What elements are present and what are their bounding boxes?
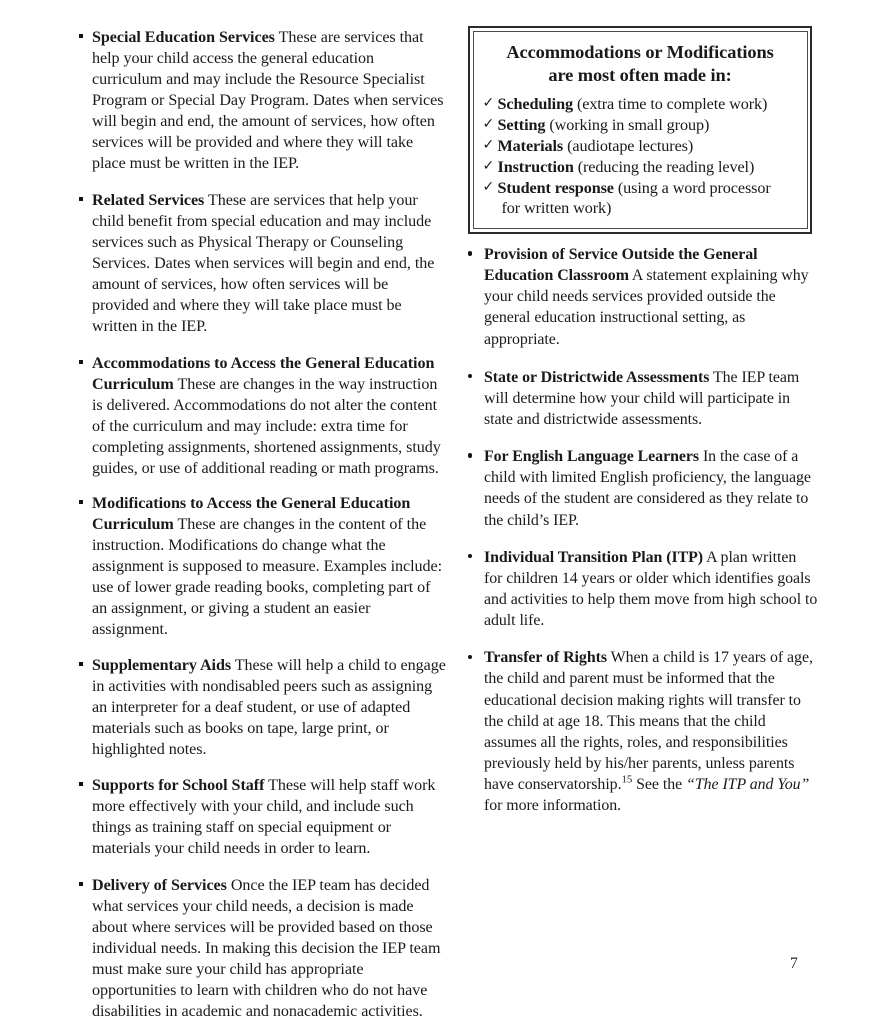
check-item-term: Materials xyxy=(497,136,564,155)
check-icon: ✓ xyxy=(482,136,495,153)
list-item-body: A plan written for children 14 years or older which identifies goals and activities to help them move from high school to adult life. xyxy=(484,548,818,630)
check-item-term: Scheduling xyxy=(497,95,573,114)
bullet-marker-icon xyxy=(79,197,83,201)
list-item xyxy=(78,190,446,337)
list-item-body: When a child is 17 years of age, the child and parent must be informed that the educational decision making rights will transfer to the child at age 18. This means that the child assumes all the rights, roles, and responsibilities previously held by his/her parents, unless parents have conservatorship. xyxy=(484,649,813,794)
list-item-body-middle: See the xyxy=(632,776,687,794)
list-item-body: In the case of a child with limited English proficiency, the language needs of the student are considered as they relate to the child’s IEP. xyxy=(484,448,811,529)
list-item-body-after: for more information. xyxy=(484,797,622,815)
list-item-term: Modifications to Access the General Education Curriculum xyxy=(92,495,411,533)
check-icon: ✓ xyxy=(482,116,495,133)
list-item-body: A statement explaining why your child needs services provided outside the general education instructional setting, as appropriate. xyxy=(484,267,809,348)
list-item-body: These are services that help your child benefit from special education and may include services such as Physical Therapy or Counseling Services. Dates when services will begin and end, the amount of services, how often services will be provided and where they will take place must be written in the IEP. xyxy=(92,192,435,335)
bullet-marker-icon xyxy=(468,453,472,457)
check-item-term: Student response xyxy=(497,178,614,197)
check-list-item xyxy=(483,115,798,136)
list-item-body: These are services that help your child access the general education curriculum and may include the Resource Specialist Program or Special Day Program. Dates when services will begin and end, the amount of services, how often services will be provided and where they will take place must be written in the IEP. xyxy=(92,29,444,172)
list-item xyxy=(78,655,446,760)
list-item-term: State or Districtwide Assessments xyxy=(484,368,710,386)
callout-title xyxy=(483,41,798,88)
page-number: 7 xyxy=(790,955,798,972)
bullet-marker-icon xyxy=(79,882,83,886)
callout-title-line-2: are most often made in: xyxy=(548,64,732,85)
list-item-term: Supplementary Aids xyxy=(92,657,232,674)
bullet-marker-icon xyxy=(79,782,83,786)
bullet-marker-icon xyxy=(79,34,83,38)
check-item-detail: (using a word processor xyxy=(617,178,771,197)
callout-box xyxy=(468,26,812,234)
list-item-term: Provision of Service Outside the General Education Classroom xyxy=(484,246,758,285)
list-item xyxy=(78,493,446,640)
list-item-term: Supports for School Staff xyxy=(92,777,265,794)
check-item-detail: (reducing the reading level) xyxy=(577,157,755,176)
list-item-body: These are changes in the content of the instruction. Modifications do change what the assignment is supposed to measure. Examples include: use of lower grade reading books, completing part of an assignment, or giving a student an easier assignment. xyxy=(92,516,443,638)
list-item xyxy=(78,27,446,174)
check-item-detail-continued: for written work) xyxy=(501,199,612,218)
bullet-marker-icon xyxy=(79,500,83,504)
check-item-term: Instruction xyxy=(497,157,574,176)
check-list-item xyxy=(483,136,798,157)
check-list-item xyxy=(483,94,798,115)
list-item xyxy=(468,244,818,350)
footnote-reference: 15 xyxy=(621,773,633,786)
list-item xyxy=(468,647,818,816)
left-column xyxy=(78,27,446,1022)
check-icon: ✓ xyxy=(482,95,495,112)
list-item-term: For English Language Learners xyxy=(484,448,700,466)
list-item-body: These will help a child to engage in activities with nondisabled peers such as assigning an interpreter for a deaf student, or use of adapted materials such as books on tape, large print, or highlighted notes. xyxy=(92,657,446,758)
list-item-body: These are changes in the way instruction is delivered. Accommodations do not alter the content of the curriculum and may include: extra time for completing assignments, shortened assignments, study guides, or use of additional reading or math programs. xyxy=(92,376,441,477)
bullet-marker-icon xyxy=(468,554,472,558)
list-item-term: Accommodations to Access the General Education Curriculum xyxy=(92,355,435,393)
list-item-term: Special Education Services xyxy=(92,29,275,46)
right-column xyxy=(468,244,818,831)
list-item xyxy=(78,353,446,479)
check-icon: ✓ xyxy=(482,157,495,174)
cited-title: “The ITP and You” xyxy=(686,776,810,794)
list-item-body: Once the IEP team has decided what services your child needs, a decision is made about where services will be provided based on those individual needs. In making this decision the IEP team must make sure your child has appropriate opportunities to learn with children who do not have disabilities in academic and nonacademic activities. xyxy=(92,877,441,1020)
bullet-marker-icon xyxy=(468,374,472,378)
list-item xyxy=(78,775,446,859)
list-item-body: The IEP team will determine how your child will participate in state and districtwide assessments. xyxy=(484,368,800,428)
check-item-detail: (extra time to complete work) xyxy=(576,95,768,114)
callout-inner-border xyxy=(473,31,808,230)
list-item-term: Transfer of Rights xyxy=(484,649,607,667)
check-icon: ✓ xyxy=(482,178,495,195)
bullet-marker-icon xyxy=(79,360,83,364)
callout-check-list xyxy=(483,94,798,219)
check-item-term: Setting xyxy=(497,116,546,135)
list-item xyxy=(78,875,446,1022)
bullet-marker-icon xyxy=(468,655,472,659)
check-list-item xyxy=(483,178,798,220)
bullet-marker-icon xyxy=(79,662,83,666)
list-item-term: Individual Transition Plan (ITP) xyxy=(484,548,704,566)
check-item-detail: (working in small group) xyxy=(549,116,710,135)
list-item-term: Related Services xyxy=(92,192,205,209)
list-item xyxy=(468,547,818,632)
bullet-marker-icon xyxy=(468,251,472,255)
list-item-term: Delivery of Services xyxy=(92,877,227,894)
check-list-item xyxy=(483,157,798,178)
callout-title-line-1: Accommodations or Modifications xyxy=(506,41,774,62)
list-item-body: These will help staff work more effectively with your child, and include such things as training staff on special equipment or materials your child needs in order to learn. xyxy=(92,777,436,857)
list-item xyxy=(468,446,818,531)
list-item xyxy=(468,367,818,430)
check-item-detail: (audiotape lectures) xyxy=(567,136,694,155)
